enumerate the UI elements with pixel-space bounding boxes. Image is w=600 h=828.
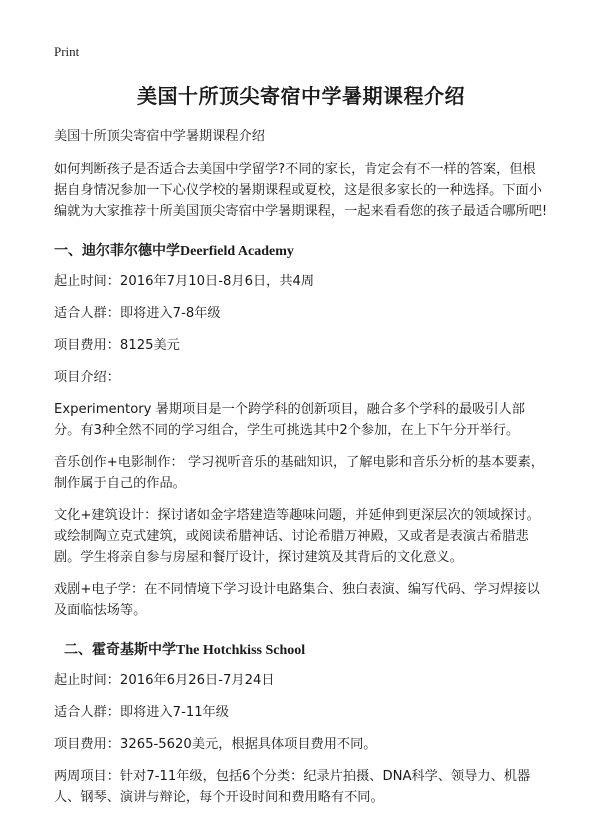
section1-paragraph-2: 音乐创作+电影制作： 学习视听音乐的基础知识，了解电影和音乐分析的基本要素，制作属于自己的作品。 <box>54 455 544 491</box>
section1-paragraph-1: Experimentory 暑期项目是一个跨学科的创新项目，融合多个学科的最吸引人部分。有3种全然不同的学习组合，学生可挑选其中2个参加，在上下午分开举行。 <box>54 402 525 438</box>
print-link[interactable]: Print <box>54 44 80 59</box>
section2-audience: 适合人群：即将进入7-11年级 <box>54 705 229 720</box>
intro-paragraph: 如何判断孩子是否适合去美国中学留学?不同的家长，肯定会有不一样的答案，但根据自身情况参加一下心仪学校的暑期课程或夏校，这是很多家长的一种选择。下面小编就为大家推荐十所美国顶尖寄宿中学暑期课程，一起来看看您的孩子最适合哪所吧! <box>54 162 548 219</box>
section-heading-cn: 二、霍奇基斯中学 <box>64 642 176 658</box>
section2-time: 起止时间：2016年6月26日-7月24日 <box>54 673 275 688</box>
section1-time: 起止时间：2016年7月10日-8月6日，共4周 <box>54 274 315 289</box>
section-heading-cn: 一、迪尔菲尔德中学 <box>54 243 180 259</box>
section1-paragraph-4: 戏剧+电子学：在不同情境下学习设计电路集合、独白表演、编写代码、学习焊接以及面临怯场等。 <box>54 582 540 618</box>
page-title: 美国十所顶尖寄宿中学暑期课程介绍 <box>137 84 465 108</box>
section2-fee: 项目费用：3265-5620美元，根据具体项目费用不同。 <box>54 737 377 752</box>
section1-intro-label: 项目介绍： <box>54 370 120 385</box>
section1-audience: 适合人群：即将进入7-8年级 <box>54 306 221 321</box>
section1-fee: 项目费用：8125美元 <box>54 338 180 353</box>
subtitle: 美国十所顶尖寄宿中学暑期课程介绍 <box>54 129 265 144</box>
section1-paragraph-3: 文化+建筑设计：探讨诸如金字塔建造等趣味问题，并延伸到更深层次的领域探讨。或绘制陶立克式建筑，或阅读希腊神话、讨论希腊万神殿，又或者是表演古希腊悲剧。学生将亲自参与房屋和餐厅设计，探讨建筑及其背后的文化意义。 <box>54 508 540 565</box>
section2-paragraph-1: 两周项目：针对7-11年级，包括6个分类：纪录片拍摄、DNA科学、领导力、机器人、钢琴、演讲与辩论，每个开设时间和费用略有不同。 <box>54 769 531 805</box>
section-heading-hotchkiss <box>54 639 548 659</box>
section-heading-deerfield <box>54 240 548 260</box>
section-heading-en: The Hotchkiss School <box>176 643 306 658</box>
section-heading-en: Deerfield Academy <box>180 244 294 259</box>
